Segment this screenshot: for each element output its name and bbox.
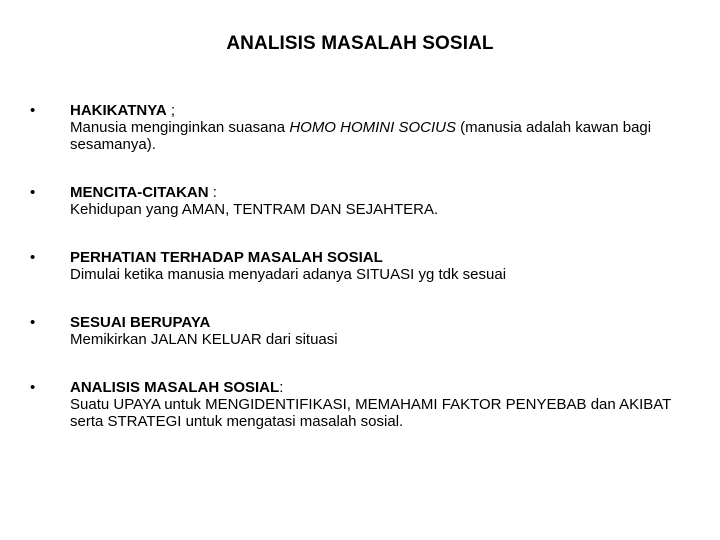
bullet-dot-icon: • [30,184,36,201]
bullet-item-analisis [30,379,690,430]
bullet-heading [70,249,690,266]
bullet-list [30,102,690,461]
bullet-heading-text: ANALISIS MASALAH SOSIAL [70,379,280,396]
bullet-description: Kehidupan yang AMAN, TENTRAM DAN SEJAHTERA. [70,201,439,218]
bullet-heading [70,314,690,331]
bullet-item-mencita-citakan [30,184,690,218]
bullet-heading [70,184,690,201]
bullet-heading-suffix: : [208,184,217,201]
bullet-item-sesuai-berupaya [30,314,690,348]
bullet-description [70,119,690,153]
bullet-item-perhatian [30,249,690,283]
bullet-description: Suatu UPAYA untuk MENGIDENTIFIKASI, MEMAHAMI FAKTOR PENYEBAB dan AKIBAT serta STRATEGI untuk mengatasi masalah sosial. [70,396,672,430]
bullet-heading-suffix: : [279,379,284,396]
bullet-desc-text: Manusia menginginkan suasana [70,119,290,136]
bullet-dot-icon: • [30,314,36,331]
bullet-desc-text: (manusia adalah kawan bagi sesamanya). [70,119,652,153]
bullet-dot-icon: • [30,379,36,396]
bullet-dot-icon: • [30,249,36,266]
slide-title: ANALISIS MASALAH SOSIAL [226,33,494,54]
bullet-heading-suffix: ; [166,102,176,119]
bullet-heading [70,379,690,396]
bullet-heading [70,102,690,119]
bullet-heading-text: SESUAI BERUPAYA [70,314,211,331]
bullet-dot-icon: • [30,102,36,119]
bullet-desc-emphasis: HOMO HOMINI SOCIUS [289,119,456,136]
bullet-item-hakikatnya [30,102,690,153]
bullet-description: Dimulai ketika manusia menyadari adanya SITUASI yg tdk sesuai [70,266,507,283]
bullet-description: Memikirkan JALAN KELUAR dari situasi [70,331,338,348]
bullet-heading-text: HAKIKATNYA [70,102,167,119]
bullet-heading-text: PERHATIAN TERHADAP MASALAH SOSIAL [70,249,383,266]
bullet-heading-text: MENCITA-CITAKAN [70,184,209,201]
